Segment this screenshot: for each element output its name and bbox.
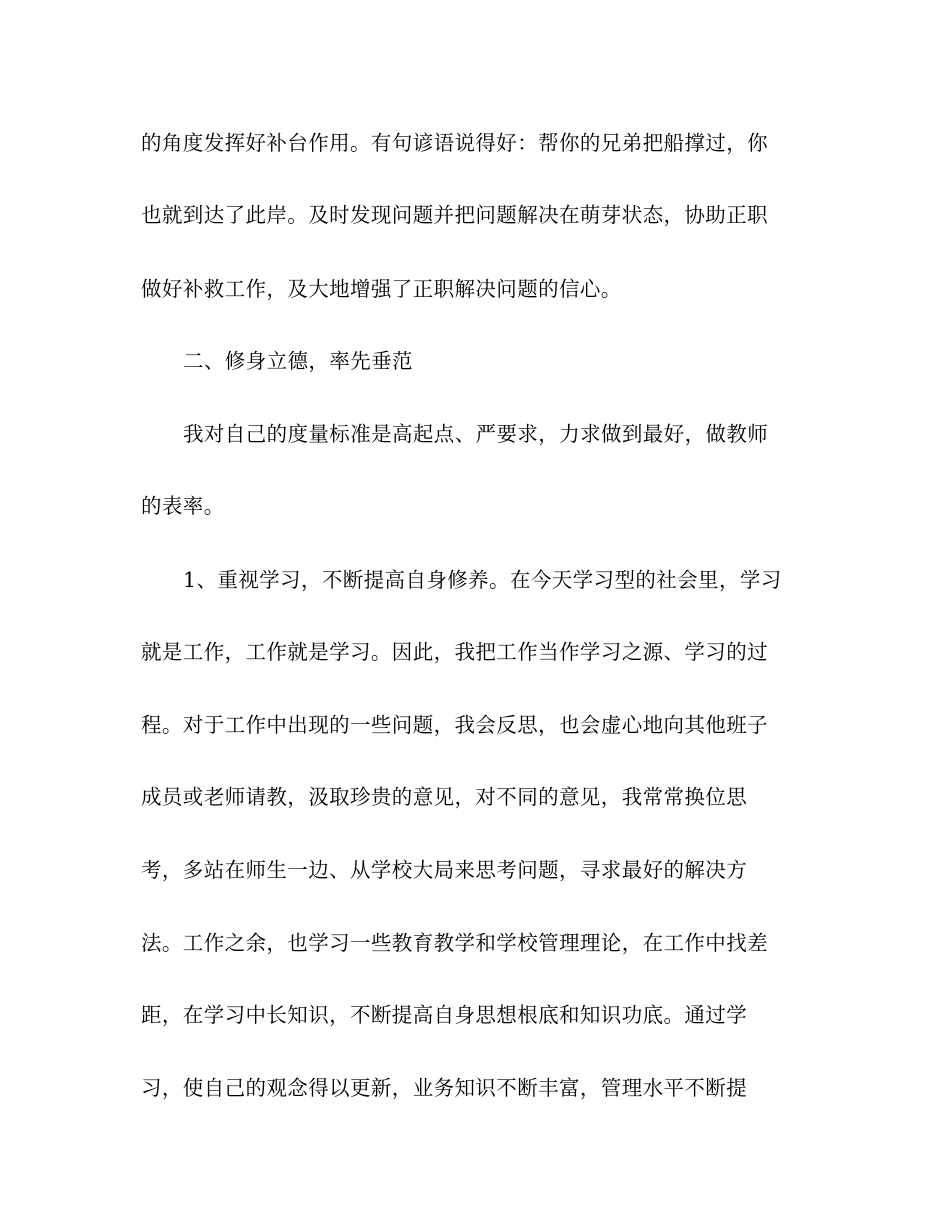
- text-line: 的角度发挥好补台作用。有句谚语说得好：帮你的兄弟把船撑过，你: [141, 131, 768, 155]
- text-line: 做好补救工作，及大地增强了正职解决问题的信心。: [141, 277, 622, 301]
- text-line: 程。对于工作中出现的一些问题，我会反思，也会虚心地向其他班子: [141, 713, 768, 737]
- text-line: 距，在学习中长知识，不断提高自身思想根底和知识功底。通过学: [141, 1003, 748, 1027]
- text-line: 1、重视学习，不断提高自身修养。在今天学习型的社会里，学习: [183, 568, 782, 592]
- text-line: 考，多站在师生一边、从学校大局来思考问题，寻求最好的解决方: [141, 858, 748, 882]
- text-line: 我对自己的度量标准是高起点、严要求，力求做到最好，做教师: [183, 422, 769, 446]
- text-line: 就是工作，工作就是学习。因此，我把工作当作学习之源、学习的过: [141, 640, 768, 664]
- text-line: 法。工作之余，也学习一些教育教学和学校管理理论，在工作中找差: [141, 931, 768, 955]
- text-line: 成员或老师请教，汲取珍贵的意见，对不同的意见，我常常换位思: [141, 785, 748, 809]
- section-heading: 二、修身立德，率先垂范: [183, 349, 413, 373]
- text-line: 习，使自己的观念得以更新，业务知识不断丰富，管理水平不断提: [141, 1076, 748, 1100]
- text-line: 也就到达了此岸。及时发现问题并把问题解决在萌芽状态，协助正职: [141, 203, 768, 227]
- text-line: 的表率。: [141, 494, 225, 518]
